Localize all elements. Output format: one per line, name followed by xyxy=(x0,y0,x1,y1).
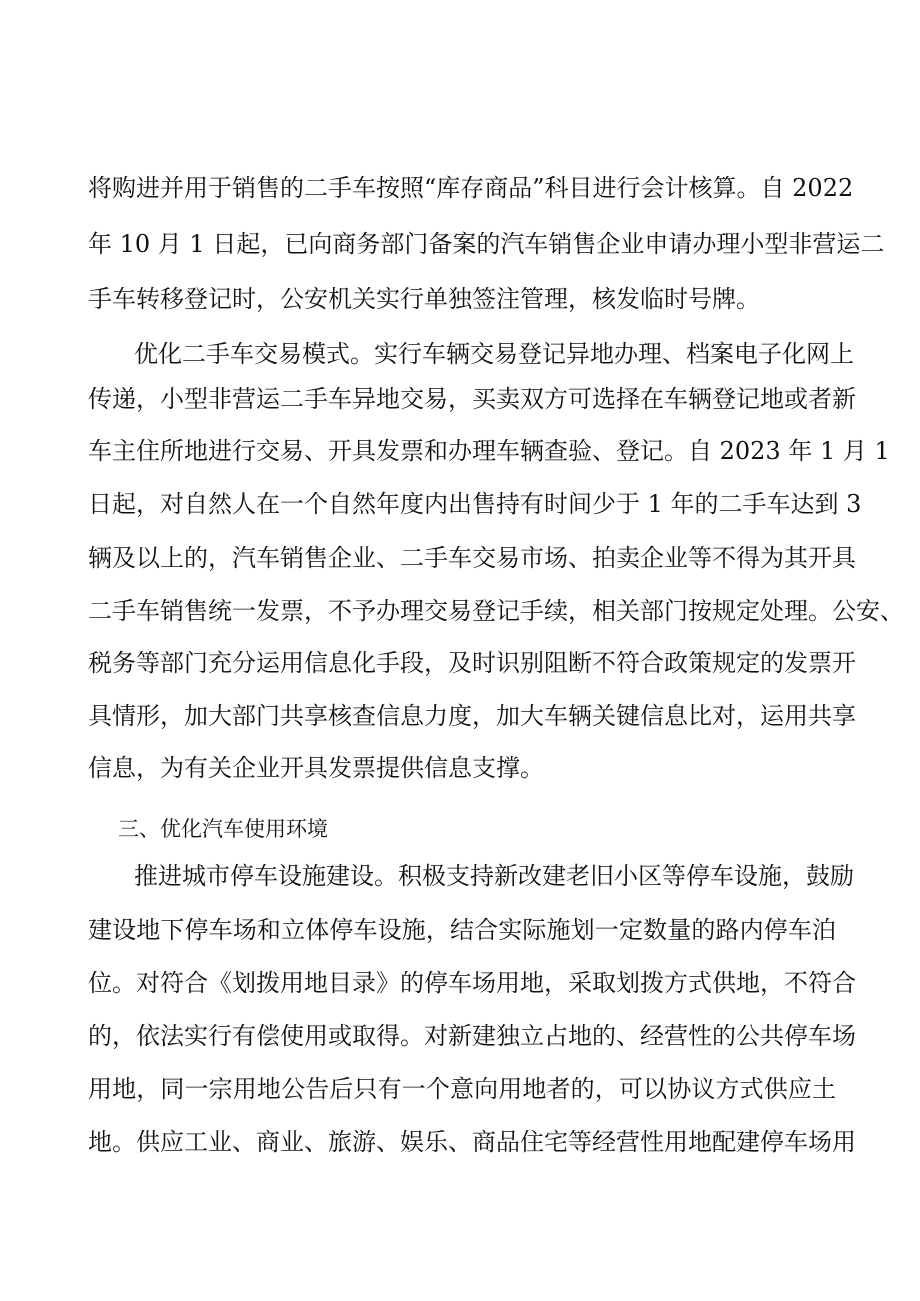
paragraph-line: 的，依法实行有偿使用或取得。对新建独立占地的、经营性的公共停车场 xyxy=(88,1022,856,1050)
paragraph-line: 传递，小型非营运二手车异地交易，买卖双方可选择在车辆登记地或者新 xyxy=(88,385,856,413)
paragraph-line: 车主住所地进行交易、开具发票和办理车辆查验、登记。自 2023 年 1 月 1 xyxy=(88,437,890,465)
paragraph-line: 年 10 月 1 日起，已向商务部门备案的汽车销售企业申请办理小型非营运二 xyxy=(88,230,885,258)
paragraph-line: 推进城市停车设施建设。积极支持新改建老旧小区等停车设施，鼓励 xyxy=(134,862,854,890)
paragraph-line: 将购进并用于销售的二手车按照“库存商品”科目进行会计核算。自 2022 xyxy=(88,174,854,202)
paragraph-line: 手车转移登记时，公安机关实行单独签注管理，核发临时号牌。 xyxy=(88,285,760,313)
paragraph-line: 辆及以上的，汽车销售企业、二手车交易市场、拍卖企业等不得为其开具 xyxy=(88,544,856,572)
paragraph-line: 信息，为有关企业开具发票提供信息支撑。 xyxy=(88,754,544,782)
paragraph-line: 位。对符合《划拨用地目录》的停车场用地，采取划拨方式供地，不符合 xyxy=(88,969,856,997)
paragraph-line: 建设地下停车场和立体停车设施，结合实际施划一定数量的路内停车泊 xyxy=(88,916,836,944)
paragraph-line: 优化二手车交易模式。实行车辆交易登记异地办理、档案电子化网上 xyxy=(134,340,854,368)
paragraph-line: 日起，对自然人在一个自然年度内出售持有时间少于 1 年的二手车达到 3 xyxy=(88,490,862,518)
paragraph-line: 具情形，加大部门共享核查信息力度，加大车辆关键信息比对，运用共享 xyxy=(88,702,856,730)
section-heading: 三、优化汽车使用环境 xyxy=(118,817,328,841)
paragraph-line: 地。供应工业、商业、旅游、娱乐、商品住宅等经营性用地配建停车场用 xyxy=(88,1128,856,1156)
paragraph-line: 税务等部门充分运用信息化手段，及时识别阻断不符合政策规定的发票开 xyxy=(88,649,856,677)
paragraph-line: 二手车销售统一发票，不予办理交易登记手续，相关部门按规定处理。公安、 xyxy=(88,597,904,625)
paragraph-line: 用地，同一宗用地公告后只有一个意向用地者的，可以协议方式供应土 xyxy=(88,1075,836,1103)
